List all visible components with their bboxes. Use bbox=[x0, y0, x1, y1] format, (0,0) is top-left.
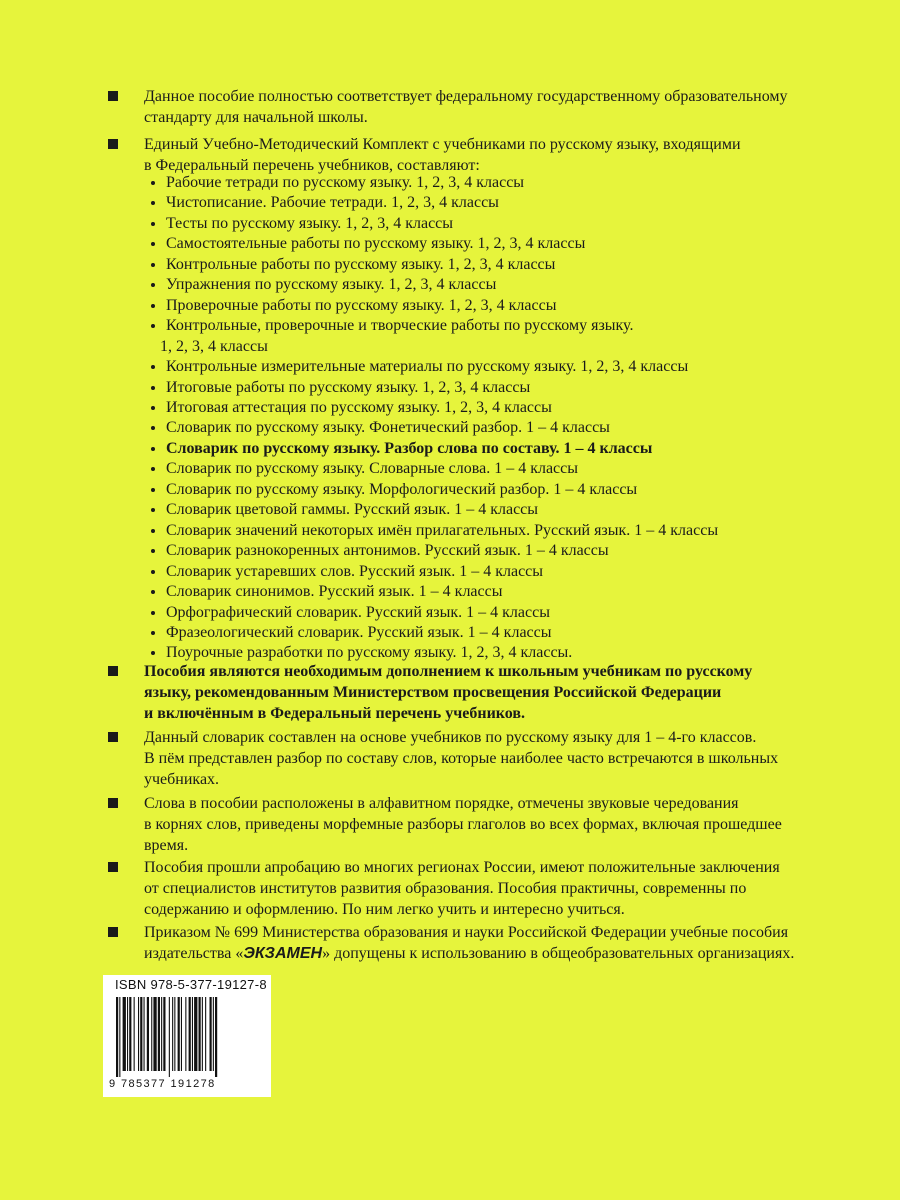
list-item: Чистописание. Рабочие тетради. 1, 2, 3, 4 классы bbox=[148, 193, 868, 213]
text-line: Приказом № 699 Министерства образования и науки Российской Федерации учебные пособия bbox=[144, 924, 789, 941]
list-item: Итоговые работы по русскому языку. 1, 2, 3, 4 классы bbox=[148, 378, 868, 398]
barcode-bar bbox=[140, 997, 142, 1071]
dot-bullet-icon bbox=[151, 201, 155, 205]
dot-bullet-icon bbox=[151, 426, 155, 430]
barcode-bar bbox=[192, 997, 193, 1071]
dot-bullet-icon bbox=[151, 304, 155, 308]
text-line: стандарту для начальной школы. bbox=[144, 109, 368, 126]
list-item: Словарик по русскому языку. Морфологический разбор. 1 – 4 классы bbox=[148, 480, 868, 500]
text-line: в корнях слов, приведены морфемные разборы глаголов во всех формах, включая прошедшее bbox=[144, 816, 782, 833]
barcode bbox=[103, 975, 271, 1097]
list-item: Поурочные разработки по русскому языку. 1, 2, 3, 4 классы. bbox=[148, 643, 868, 663]
list-item: Словарик по русскому языку. Словарные слова. 1 – 4 классы bbox=[148, 459, 868, 479]
dot-bullet-icon bbox=[151, 406, 155, 410]
dot-bullet-icon bbox=[151, 263, 155, 267]
barcode-bar bbox=[205, 997, 206, 1071]
list-item: Словарик разнокоренных антонимов. Русский язык. 1 – 4 классы bbox=[148, 541, 868, 561]
list-item: Контрольные, проверочные и творческие работы по русскому языку. 1, 2, 3, 4 классы bbox=[148, 316, 868, 357]
text-line: в Федеральный перечень учебников, составляют: bbox=[144, 157, 480, 174]
dot-bullet-icon bbox=[151, 488, 155, 492]
dot-bullet-icon bbox=[151, 651, 155, 655]
square-bullet-icon bbox=[108, 927, 118, 937]
dot-bullet-icon bbox=[151, 386, 155, 390]
text-line: Данное пособие полностью соответствует федеральному государственному образовательному bbox=[144, 88, 788, 105]
list-item: Тесты по русскому языку. 1, 2, 3, 4 классы bbox=[148, 214, 868, 234]
barcode-bar bbox=[174, 997, 175, 1071]
barcode-bar bbox=[129, 997, 131, 1071]
barcode-bar bbox=[178, 997, 180, 1071]
barcode-bar bbox=[213, 997, 214, 1071]
barcode-bar bbox=[189, 997, 191, 1071]
dot-bullet-icon bbox=[151, 324, 155, 328]
list-item: Контрольные работы по русскому языку. 1, 2, 3, 4 классы bbox=[148, 255, 868, 275]
barcode-bar bbox=[172, 997, 173, 1071]
list-item: Самостоятельные работы по русскому языку. 1, 2, 3, 4 классы bbox=[148, 234, 868, 254]
barcode-bar bbox=[127, 997, 128, 1071]
list-item: Словарик синонимов. Русский язык. 1 – 4 классы bbox=[148, 582, 868, 602]
barcode-bar bbox=[161, 997, 162, 1071]
text-line: учебниках. bbox=[144, 771, 220, 788]
dot-bullet-icon bbox=[151, 570, 155, 574]
barcode-bar bbox=[158, 997, 160, 1071]
paragraph-description bbox=[108, 727, 868, 790]
dot-bullet-icon bbox=[151, 590, 155, 594]
text-line: время. bbox=[144, 837, 189, 854]
text-line: В пём представлен разбор по составу слов, которые наиболее часто встречаются в школьных bbox=[144, 750, 779, 767]
square-bullet-icon bbox=[108, 91, 118, 101]
dot-bullet-icon bbox=[151, 283, 155, 287]
barcode-bar bbox=[119, 997, 120, 1077]
text-line: Слова в пособии расположены в алфавитном порядке, отмечены звуковые чередования bbox=[144, 795, 739, 812]
list-item: Словарик устаревших слов. Русский язык. 1 – 4 классы bbox=[148, 562, 868, 582]
text-line: Единый Учебно-Методический Комплект с учебниками по русскому языку, входящими bbox=[144, 136, 741, 153]
barcode-bar bbox=[202, 997, 203, 1071]
barcode-bar bbox=[215, 997, 217, 1077]
paragraph-approbation bbox=[108, 857, 868, 920]
list-item: Словарик по русскому языку. Фонетический разбор. 1 – 4 классы bbox=[148, 418, 868, 438]
text-line: содержанию и оформлению. По ним легко учить и интересно учиться. bbox=[144, 901, 625, 918]
list-item: Фразеологический словарик. Русский язык. 1 – 4 классы bbox=[148, 623, 868, 643]
square-bullet-icon bbox=[108, 862, 118, 872]
dot-bullet-icon bbox=[151, 447, 155, 451]
dot-bullet-icon bbox=[151, 529, 155, 533]
paragraph-standard bbox=[108, 86, 868, 128]
barcode-bar bbox=[147, 997, 149, 1071]
dot-bullet-icon bbox=[151, 549, 155, 553]
dot-bullet-icon bbox=[151, 365, 155, 369]
text-line: Пособия являются необходимым дополнением к школьным учебникам по русскому bbox=[144, 663, 753, 680]
publisher-brand: ЭКЗАМЕН bbox=[243, 945, 323, 962]
dot-bullet-icon bbox=[151, 631, 155, 635]
list-item: Орфографический словарик. Русский язык. 1 – 4 классы bbox=[148, 603, 868, 623]
barcode-bar bbox=[163, 997, 165, 1071]
barcode-bar bbox=[199, 997, 201, 1071]
text-line: от специалистов институтов развития образования. Пособия практичны, современны по bbox=[144, 880, 747, 897]
list-item: Проверочные работы по русскому языку. 1, 2, 3, 4 классы bbox=[148, 296, 868, 316]
dot-bullet-icon bbox=[151, 508, 155, 512]
dot-bullet-icon bbox=[151, 467, 155, 471]
isbn-label: ISBN 978-5-377-19127-8 bbox=[115, 977, 267, 992]
list-item: Итоговая аттестация по русскому языку. 1, 2, 3, 4 классы bbox=[148, 398, 868, 418]
list-item-current-book: Словарик по русскому языку. Разбор слова по составу. 1 – 4 классы bbox=[148, 439, 868, 459]
list-item: Словарик значений некоторых имён прилагательных. Русский язык. 1 – 4 классы bbox=[148, 521, 868, 541]
dot-bullet-icon bbox=[151, 181, 155, 185]
paragraph-structure bbox=[108, 793, 868, 856]
dot-bullet-icon bbox=[151, 611, 155, 615]
barcode-bar bbox=[153, 997, 156, 1071]
square-bullet-icon bbox=[108, 732, 118, 742]
ean-digits: 9 785377 191278 bbox=[109, 1078, 216, 1090]
barcode-bar bbox=[181, 997, 182, 1071]
list-item: Контрольные измерительные материалы по русскому языку. 1, 2, 3, 4 классы bbox=[148, 357, 868, 377]
paragraph-recommended bbox=[108, 661, 868, 724]
barcode-bar bbox=[123, 997, 126, 1071]
barcode-bar bbox=[138, 997, 139, 1071]
barcode-bar bbox=[210, 997, 212, 1071]
square-bullet-icon bbox=[108, 798, 118, 808]
barcode-bar bbox=[144, 997, 145, 1071]
barcode-bar bbox=[116, 997, 118, 1077]
barcode-bar bbox=[151, 997, 152, 1071]
square-bullet-icon bbox=[108, 666, 118, 676]
paragraph-order: Приказом № 699 Министерства образования и науки Российской Федерации учебные пособия издательства «ЭКЗАМЕН» допущены к использованию в общеобразовательных организациях. bbox=[108, 922, 868, 964]
list-item: Рабочие тетради по русскому языку. 1, 2, 3, 4 классы bbox=[148, 173, 868, 193]
list-item: Словарик цветовой гаммы. Русский язык. 1 – 4 классы bbox=[148, 500, 868, 520]
list-item: Упражнения по русскому языку. 1, 2, 3, 4 классы bbox=[148, 275, 868, 295]
text-line: языку, рекомендованным Министерством просвещения Российской Федерации bbox=[144, 684, 722, 701]
dot-bullet-icon bbox=[151, 222, 155, 226]
barcode-bar bbox=[134, 997, 135, 1071]
book-list bbox=[148, 173, 868, 664]
barcode-bar bbox=[194, 997, 197, 1071]
barcode-bars bbox=[116, 997, 258, 1077]
text-line: Пособия прошли апробацию во многих регионах России, имеют положительные заключения bbox=[144, 859, 780, 876]
text-line: Данный словарик составлен на основе учебников по русскому языку для 1 – 4-го классов. bbox=[144, 729, 757, 746]
paragraph-umk bbox=[108, 134, 868, 176]
barcode-bar bbox=[169, 997, 170, 1077]
square-bullet-icon bbox=[108, 139, 118, 149]
text-line: и включённым в Федеральный перечень учебников. bbox=[144, 705, 526, 722]
dot-bullet-icon bbox=[151, 242, 155, 246]
barcode-bar bbox=[185, 997, 186, 1071]
